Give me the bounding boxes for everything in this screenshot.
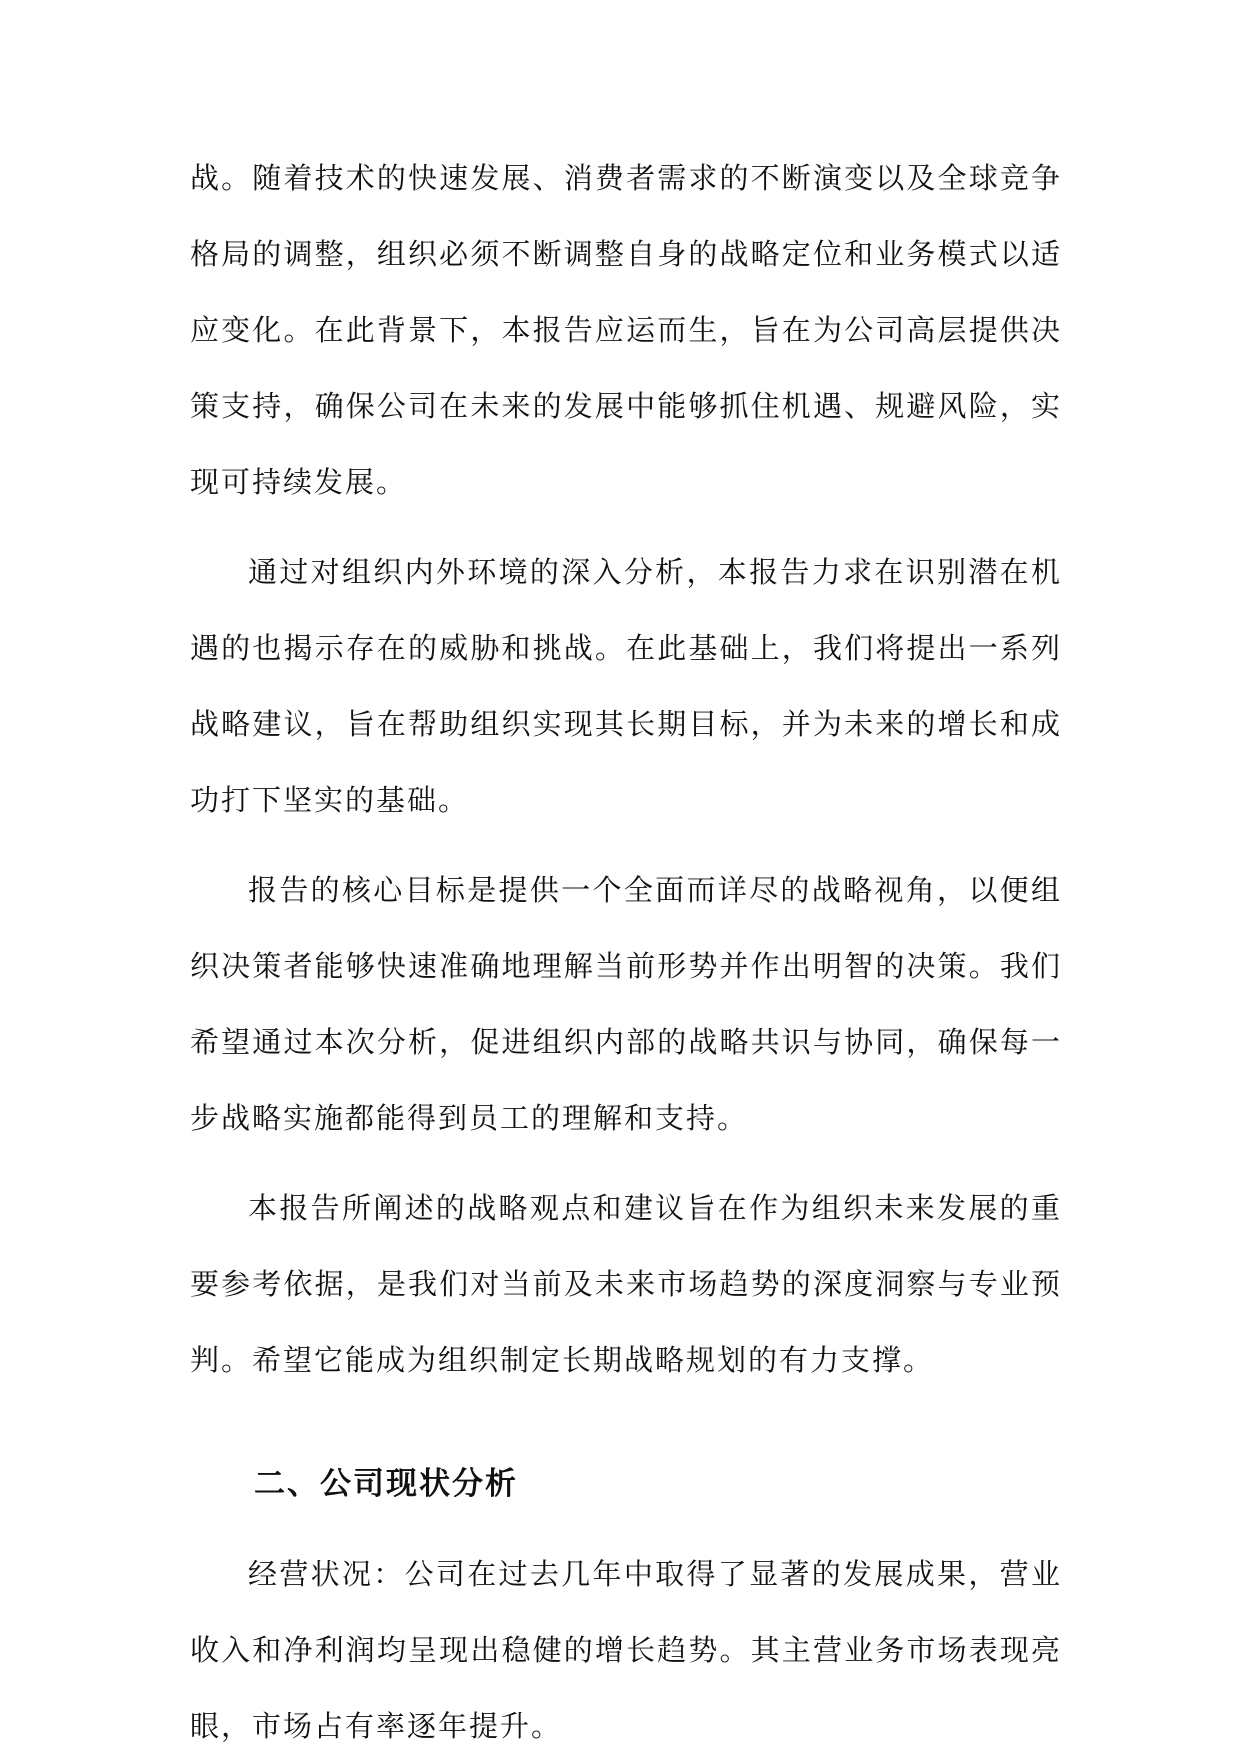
paragraph: 本报告所阐述的战略观点和建议旨在作为组织未来发展的重要参考依据，是我们对当前及未来市场趋势的深度洞察与专业预判。希望它能成为组织制定长期战略规划的有力支撑。 [190,1191,1062,1377]
paragraph: 报告的核心目标是提供一个全面而详尽的战略视角，以便组织决策者能够快速准确地理解当前形势并作出明智的决策。我们希望通过本次分析，促进组织内部的战略共识与协同，确保每一步战略实施都能得到员工的理解和支持。 [190,873,1062,1135]
paragraph-continuation: 战。随着技术的快速发展、消费者需求的不断演变以及全球竞争格局的调整，组织必须不断调整自身的战略定位和业务模式以适应变化。在此背景下，本报告应运而生，旨在为公司高层提供决策支持，确保公司在未来的发展中能够抓住机遇、规避风险，实现可持续发展。 [190,161,1062,499]
document-body [190,140,1062,1764]
paragraph: 经营状况：公司在过去几年中取得了显著的发展成果，营业收入和净利润均呈现出稳健的增长趋势。其主营业务市场表现亮眼，市场占有率逐年提升。 [190,1557,1062,1743]
section-heading: 二、公司现状分析 [254,1466,518,1502]
paragraph: 通过对组织内外环境的深入分析，本报告力求在识别潜在机遇的也揭示存在的威胁和挑战。在此基础上，我们将提出一系列战略建议，旨在帮助组织实现其长期目标，并为未来的增长和成功打下坚实的基础。 [190,555,1062,817]
